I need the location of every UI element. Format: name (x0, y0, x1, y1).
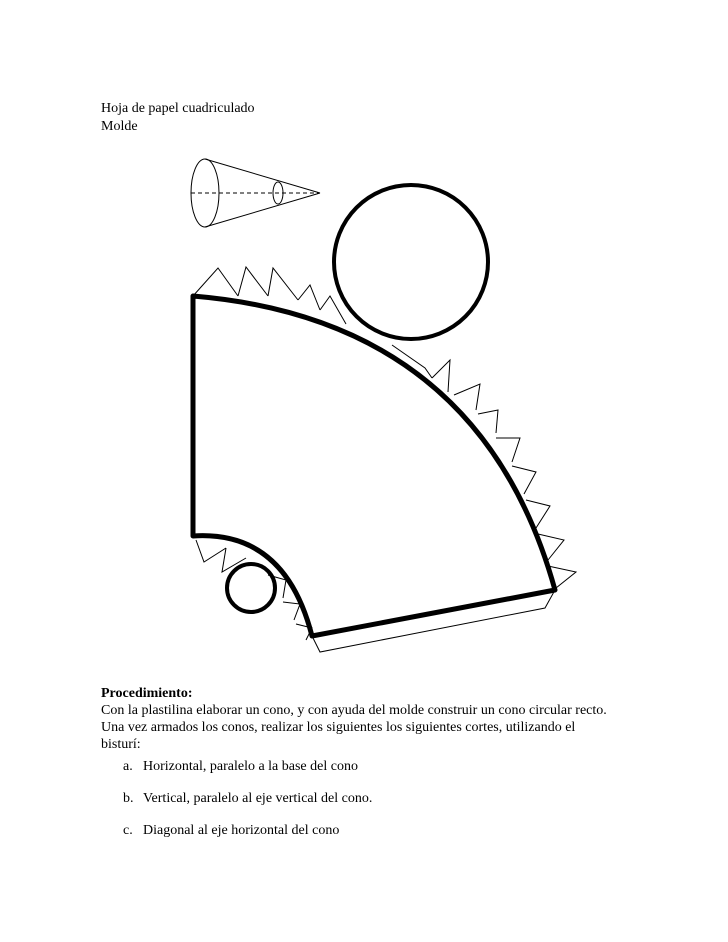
list-marker: a. (123, 759, 133, 774)
procedure-text-1: Con la plastilina elaborar un cono, y con ayuda del molde construir un cono circular recto. (101, 703, 607, 718)
paper-type-label: Hoja de papel cuadriculado (101, 101, 255, 116)
list-item-text: Diagonal al eje horizontal del cono (143, 823, 340, 838)
procedure-text-2: Una vez armados los conos, realizar los siguientes los siguientes cortes, utilizando el (101, 720, 576, 735)
list-item (123, 822, 339, 839)
procedure-text-3: bisturí: (101, 737, 141, 752)
mold-label: Molde (101, 119, 138, 134)
list-item-text: Horizontal, paralelo a la base del cono (143, 759, 358, 774)
cone-base-circle (334, 185, 488, 339)
cone-sketch (191, 159, 320, 227)
list-item-text: Vertical, paralelo al eje vertical del cono. (143, 791, 373, 806)
list-item (123, 790, 372, 807)
small-circle (227, 564, 275, 612)
cone-top-edge (205, 159, 320, 193)
procedure-title: Procedimiento: (101, 686, 193, 701)
outer-arc-tabs (193, 267, 576, 588)
cone-bottom-edge (205, 193, 320, 227)
list-item (123, 758, 358, 775)
cone-lateral-surface (193, 296, 555, 636)
list-marker: c. (123, 823, 133, 838)
list-marker: b. (123, 791, 134, 806)
